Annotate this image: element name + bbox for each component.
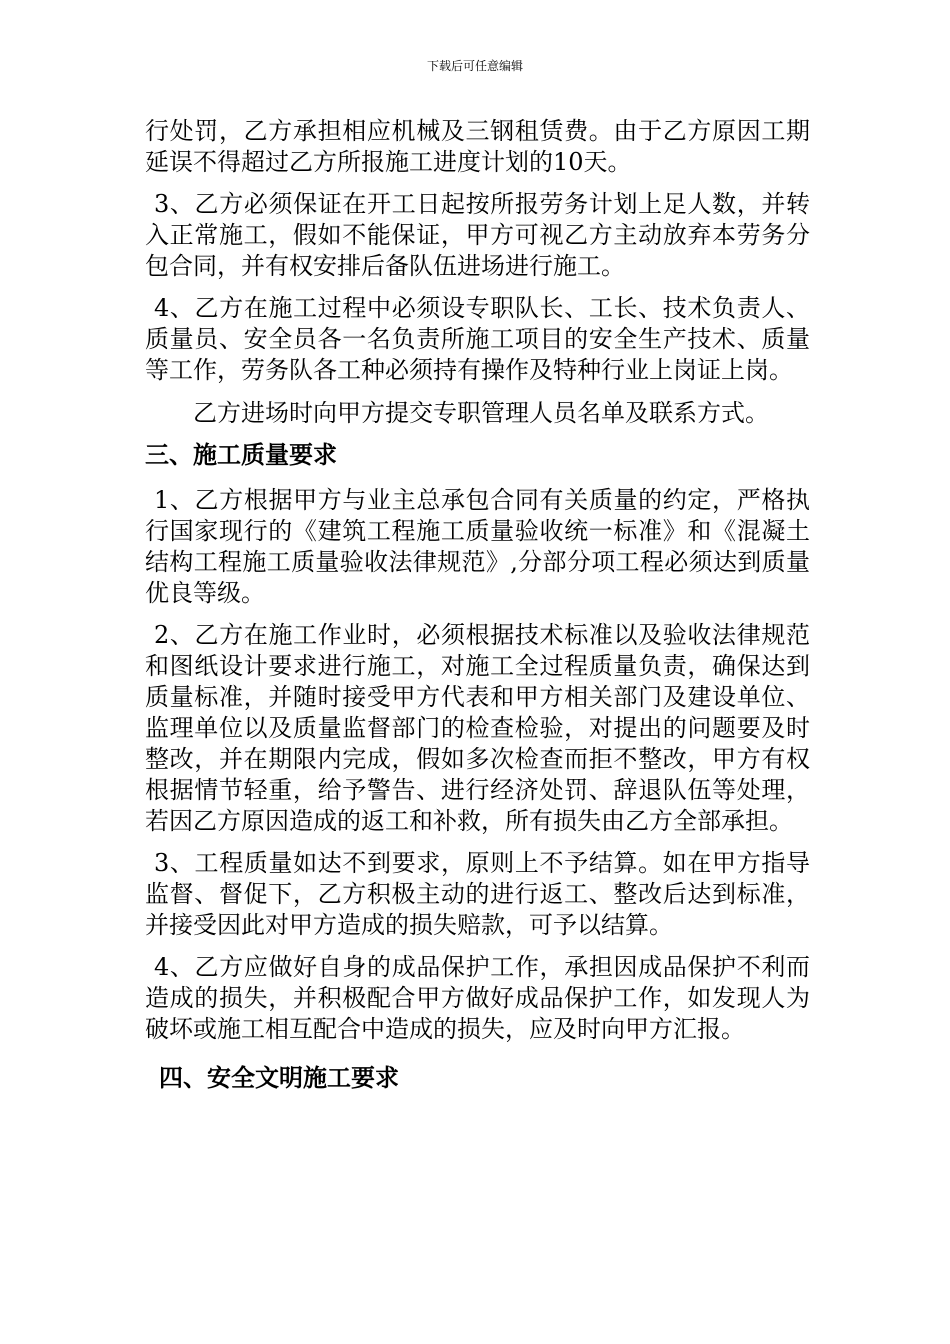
paragraph-quality-standard: 1、乙方根据甲方与业主总承包合同有关质量的约定，严格执行国家现行的《建筑工程施工质量验收统一标准》和《混凝土结构工程施工质量验收法律规范》,分部分项工程必须达到质量优良等级。 <box>145 486 810 607</box>
paragraph-labor-staffing: 3、乙方必须保证在开工日起按所报劳务计划上足人数，并转入正常施工，假如不能保证，甲方可视乙方主动放弃本劳务分包合同，并有权安排后备队伍进场进行施工。 <box>145 190 810 280</box>
paragraph-penalty-continuation: 行处罚，乙方承担相应机械及三钢租赁费。由于乙方原因工期延误不得超过乙方所报施工进度计划的10天。 <box>145 117 810 176</box>
document-body <box>145 116 810 1108</box>
paragraph-staff-list: 乙方进场时向甲方提交专职管理人员名单及联系方式。 <box>193 399 769 427</box>
paragraph-settlement: 3、工程质量如达不到要求，原则上不予结算。如在甲方指导监督、督促下，乙方积极主动的进行返工、整改后达到标准，并接受因此对甲方造成的损失赔款，可予以结算。 <box>145 849 810 939</box>
header-note: 下载后可任意编辑 <box>426 59 523 73</box>
section-heading-safety: 四、安全文明施工要求 <box>159 1064 399 1092</box>
paragraph-quality-inspection: 2、乙方在施工作业时，必须根据技术标准以及验收法律规范和图纸设计要求进行施工，对施工全过程质量负责，确保达到质量标准，并随时接受甲方代表和甲方相关部门及建设单位、监理单位以及质量监督部门的检查检验，对提出的问题要及时整改，并在期限内完成，假如多次检查而拒不整改，甲方有权根据情节轻重，给予警告、进行经济处罚、辞退队伍等处理，若因乙方原因造成的返工和补救，所有损失由乙方全部承担。 <box>145 621 810 835</box>
section-heading-quality: 三、施工质量要求 <box>145 441 337 469</box>
paragraph-management-staff: 4、乙方在施工过程中必须设专职队长、工长、技术负责人、质量员、安全员各一名负责所施工项目的安全生产技术、质量等工作，劳务队各工种必须持有操作及特种行业上岗证上岗。 <box>145 294 810 384</box>
paragraph-product-protection: 4、乙方应做好自身的成品保护工作，承担因成品保护不利而造成的损失，并积极配合甲方做好成品保护工作，如发现人为破坏或施工相互配合中造成的损失，应及时向甲方汇报。 <box>145 953 810 1043</box>
